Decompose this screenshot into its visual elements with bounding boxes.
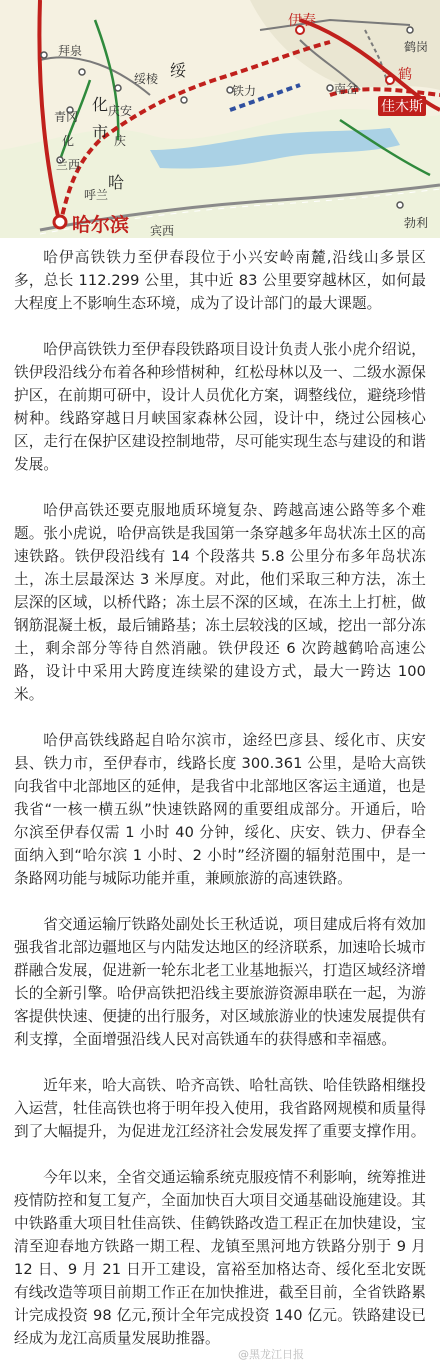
article-paragraph: 哈伊高铁铁力至伊春段铁路项目设计负责人张小虎介绍说，铁伊段沿线分布着各种珍惜树种，红松母林以及一、二级水源保护区，在前期可研中，设计人员优化方案，调整线位，避绕珍惜树种。线路穿越日月峡国家森林公园，设计中，绕过公园核心区，走行在保护区建设控制地带，尽可能实现生态与建设的和谐发展。	[14, 341, 426, 473]
map-label-shi: 市	[92, 123, 109, 142]
map-label-hegang: 鹤岗	[404, 40, 429, 54]
map-label-yichun: 伊春	[288, 13, 316, 29]
article-body	[0, 238, 440, 1350]
article-paragraph: 哈伊高铁线路起自哈尔滨市，途经巴彦县、绥化市、庆安县、铁力市，至伊春市，线路长度 300.361 公里，是哈大高铁向我省中北部地区的延伸，是我省中北部地区客运主通道，也是我省“一核一横五纵”快速铁路网的重要组成部分。开通后，哈尔滨至伊春仅需 1 小时 40 分钟，绥化、庆安、铁力、伊春全面纳入到“哈尔滨 1 小时、2 小时”经济圈的辐射范围中，是一条路网功能与城际功能并重，兼顾旅游的高速铁路。	[14, 732, 426, 887]
map-label-he: 鹤	[398, 67, 412, 83]
map-label-sui: 绥	[170, 61, 187, 80]
article-paragraph: 今年以来，全省交通运输系统克服疫情不利影响，统筹推进疫情防控和复工复产，全面加快百大项目交通基础设施建设。其中铁路重大项目牡佳高铁、佳鹤铁路改造工程正在加快建设，宝清至迎春地方铁路一期工程、龙镇至黑河地方铁路分别于 9 月 12 日、9 月 21 日开工建设，富裕至加格达奇、绥化至北安既有线改造等项目前期工作正在加快推进，截至目前，全省铁路累计完成投资 98 亿元,预计全年完成投资 140 亿元。铁路建设已经成为龙江高质量发展助推器。	[14, 1169, 426, 1347]
map-label-huan: 化	[62, 134, 75, 148]
map-label-qinggang: 青冈	[54, 110, 79, 124]
map-label-hua: 化	[92, 95, 109, 114]
article-paragraph: 哈伊高铁铁力至伊春段位于小兴安岭南麓,沿线山多景区多，总长 112.299 公里，其中近 83 公里要穿越林区，如何最大程度上不影响生态环境，成为了设计部门的最大课题。	[14, 249, 426, 312]
map-label-suileng: 绥棱	[134, 72, 159, 86]
map-label-binxi: 宾西	[150, 224, 175, 238]
map-label-lanxi: 兰西	[56, 158, 81, 172]
map-label-qing: 庆	[114, 134, 127, 148]
map-label-baiquan: 拜泉	[58, 44, 83, 58]
map-label-harbin: 哈尔滨	[72, 214, 130, 236]
map-label-jiamusi: 佳木斯	[378, 96, 426, 116]
watermark: @黑龙江日报	[238, 1348, 304, 1361]
map-label-ha: 哈	[108, 173, 125, 192]
map-label-tieli: 铁力	[232, 84, 257, 98]
article-paragraph: 省交通运输厅铁路处副处长王秋适说，项目建成后将有效加强我省北部边疆地区与内陆发达地区的经济联系，加速哈长城市群融合发展，促进新一轮东北老工业基地振兴，打造区域经济增长的全新引擎。哈伊高铁把沿线主要旅游资源串联在一起，为游客提供快速、便捷的出行服务，对区域旅游业的快速发展提供有利支撑，全面增强沿线人民对高铁通车的获得感和幸福感。	[14, 916, 426, 1048]
article-paragraph: 哈伊高铁还要克服地质环境复杂、跨越高速公路等多个难题。张小虎说，哈伊高铁是我国第一条穿越多年岛状冻土区的高速铁路。铁伊段沿线有 14 个段落共 5.8 公里分布多年岛状冻土，冻土层最深达 3 米厚度。对此，他们采取三种方法，冻土层深的区域，以桥代路；冻土层不深的区域，在冻土上打桩，做钢筋混凝土板，最后铺路基；冻土层较浅的区域，挖出一部分冻土，剩余部分等待自然消融。铁伊段还 6 次跨越鹤哈高速公路，设计中采用大跨度连续梁的建设方式，最大一跨达 100 米。	[14, 502, 426, 703]
map-label-bohli: 勃利	[404, 216, 429, 230]
map-label-nancha: 南岔	[334, 82, 359, 96]
route-map	[0, 0, 440, 238]
map-label-qingan: 庆安	[108, 104, 133, 118]
article-paragraph: 近年来，哈大高铁、哈齐高铁、哈牡高铁、哈佳铁路相继投入运营，牡佳高铁也将于明年投入使用，我省路网规模和质量得到了大幅提升，为促进龙江经济社会发展发挥了重要支撑作用。	[14, 1077, 426, 1140]
map-label-hulan: 呼兰	[84, 188, 109, 202]
